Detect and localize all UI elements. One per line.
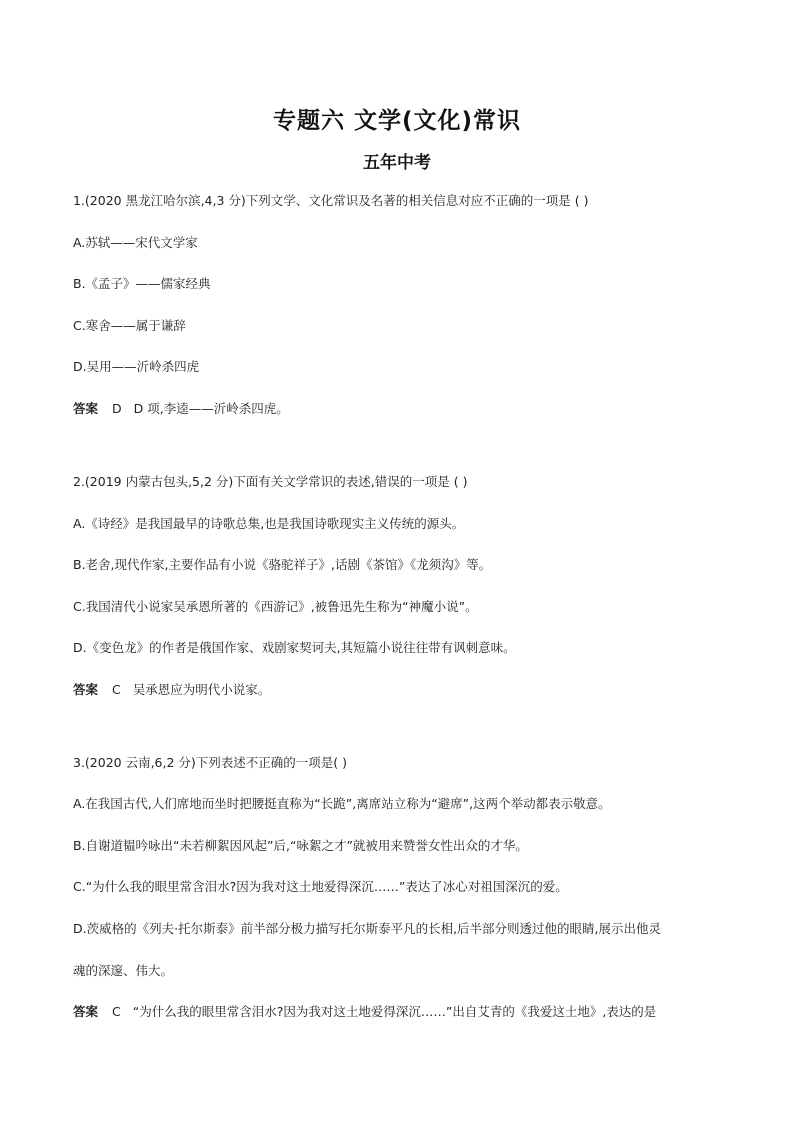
question-1-option-a: A.苏轼——宋代文学家 xyxy=(73,235,198,250)
answer-explanation: D 项,李逵——沂岭杀四虎。 xyxy=(133,401,289,416)
answer-label: 答案 xyxy=(73,1004,99,1019)
answer-explanation: “为什么我的眼里常含泪水?因为我对这土地爱得深沉……”出自艾青的《我爱这土地》,表达的是 xyxy=(132,1004,657,1019)
answer-letter: D xyxy=(112,401,122,416)
answer-label: 答案 xyxy=(73,401,99,416)
question-2-option-a: A.《诗经》是我国最早的诗歌总集,也是我国诗歌现实主义传统的源头。 xyxy=(73,516,465,531)
question-3-option-b: B.自谢道韫吟咏出“未若柳絮因风起”后,“咏絮之才”就被用来赞誉女性出众的才华。 xyxy=(73,838,528,853)
answer-explanation: 吴承恩应为明代小说家。 xyxy=(132,682,271,697)
question-2-option-d: D.《变色龙》的作者是俄国作家、戏剧家契诃夫,其短篇小说往往带有讽刺意味。 xyxy=(73,640,516,655)
answer-letter: C xyxy=(112,682,121,697)
question-3-option-d: D.茨威格的《列夫·托尔斯泰》前半部分极力描写托尔斯泰平凡的长相,后半部分则透过他的眼睛,展示出他灵 xyxy=(73,921,662,936)
section-subtitle: 五年中考 xyxy=(363,153,431,173)
question-2-stem: 2.(2019 内蒙古包头,5,2 分)下面有关文学常识的表述,错误的一项是 ( ) xyxy=(73,474,468,489)
answer-letter: C xyxy=(112,1004,121,1019)
page-title: 专题六 文学(文化)常识 xyxy=(272,108,522,134)
question-3-option-d-continued: 魂的深邃、伟大。 xyxy=(73,963,174,978)
question-1-option-b: B.《孟子》——儒家经典 xyxy=(73,276,211,291)
question-3-option-a: A.在我国古代,人们席地而坐时把腰挺直称为“长跪”,离席站立称为“避席”,这两个举动都表示敬意。 xyxy=(73,796,611,811)
question-2-option-c: C.我国清代小说家吴承恩所著的《西游记》,被鲁迅先生称为“神魔小说”。 xyxy=(73,599,478,614)
question-1-answer xyxy=(73,399,733,419)
answer-label: 答案 xyxy=(73,682,99,697)
question-1-option-c: C.寒舍——属于谦辞 xyxy=(73,318,186,333)
question-2-option-b: B.老舍,现代作家,主要作品有小说《骆驼祥子》,话剧《茶馆》《龙须沟》等。 xyxy=(73,557,492,572)
question-2-answer xyxy=(73,680,733,700)
question-1-option-d: D.吴用——沂岭杀四虎 xyxy=(73,359,200,374)
question-1-stem: 1.(2020 黑龙江哈尔滨,4,3 分)下列文学、文化常识及名著的相关信息对应不正确的一项是 ( ) xyxy=(73,193,589,208)
question-3-answer xyxy=(73,1002,733,1022)
question-3-stem: 3.(2020 云南,6,2 分)下列表述不正确的一项是( ) xyxy=(73,755,348,770)
question-3-option-c: C.“为什么我的眼里常含泪水?因为我对这土地爱得深沉……”表达了冰心对祖国深沉的爱。 xyxy=(73,879,568,894)
